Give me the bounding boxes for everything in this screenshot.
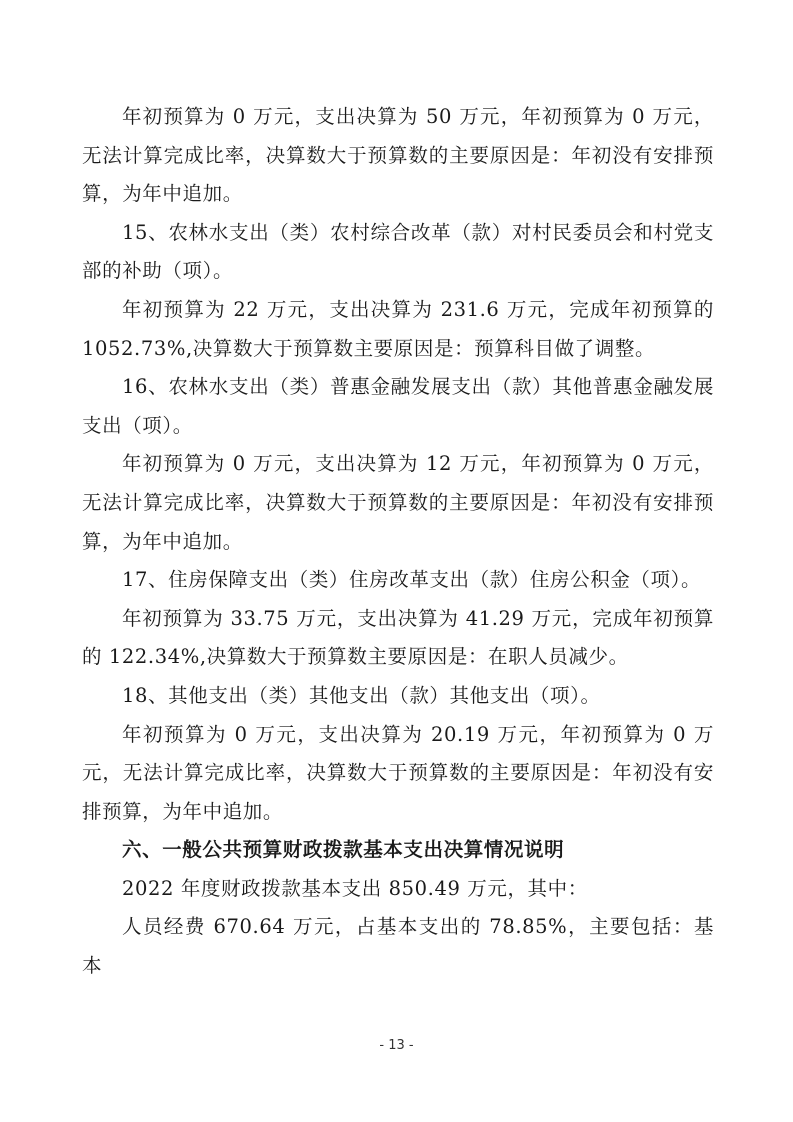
paragraph-basic-expenditure-total: 2022 年度财政拨款基本支出 850.49 万元，其中： xyxy=(122,876,588,900)
document-body xyxy=(82,98,714,986)
paragraph-budget-note-16: 年初预算为 0 万元，支出决算为 12 万元，年初预算为 0 万元，无法计算完成比率，决算数大于预算数的主要原因是：年初没有安排预算，为年中追加。 xyxy=(82,452,714,553)
paragraph-budget-note-18: 年初预算为 0 万元，支出决算为 20.19 万元，年初预算为 0 万元，无法计算完成比率，决算数大于预算数的主要原因是：年初没有安排预算，为年中追加。 xyxy=(82,722,714,823)
section-heading-6: 六、一般公共预算财政拨款基本支出决算情况说明 xyxy=(122,838,565,862)
page-number: - 13 - xyxy=(379,1038,414,1053)
item-heading-15: 15、农林水支出（类）农村综合改革（款）对村民委员会和村党支部的补助（项）。 xyxy=(82,220,714,283)
paragraph-personnel-expenses: 人员经费 670.64 万元，占基本支出的 78.85%，主要包括：基本 xyxy=(82,915,714,978)
paragraph-budget-note-17: 年初预算为 33.75 万元，支出决算为 41.29 万元，完成年初预算的 122.34%,决算数大于预算数主要原因是：在职人员减少。 xyxy=(82,606,714,669)
item-heading-17: 17、住房保障支出（类）住房改革支出（款）住房公积金（项）。 xyxy=(122,568,702,592)
item-heading-18: 18、其他支出（类）其他支出（款）其他支出（项）。 xyxy=(122,683,601,707)
paragraph-budget-note-1: 年初预算为 0 万元，支出决算为 50 万元，年初预算为 0 万元，无法计算完成比率，决算数大于预算数的主要原因是：年初没有安排预算，为年中追加。 xyxy=(82,105,714,206)
paragraph-budget-note-15: 年初预算为 22 万元，支出决算为 231.6 万元，完成年初预算的 1052.73%,决算数大于预算数主要原因是：预算科目做了调整。 xyxy=(82,297,714,360)
item-heading-16: 16、农林水支出（类）普惠金融发展支出（款）其他普惠金融发展支出（项）。 xyxy=(82,375,714,437)
